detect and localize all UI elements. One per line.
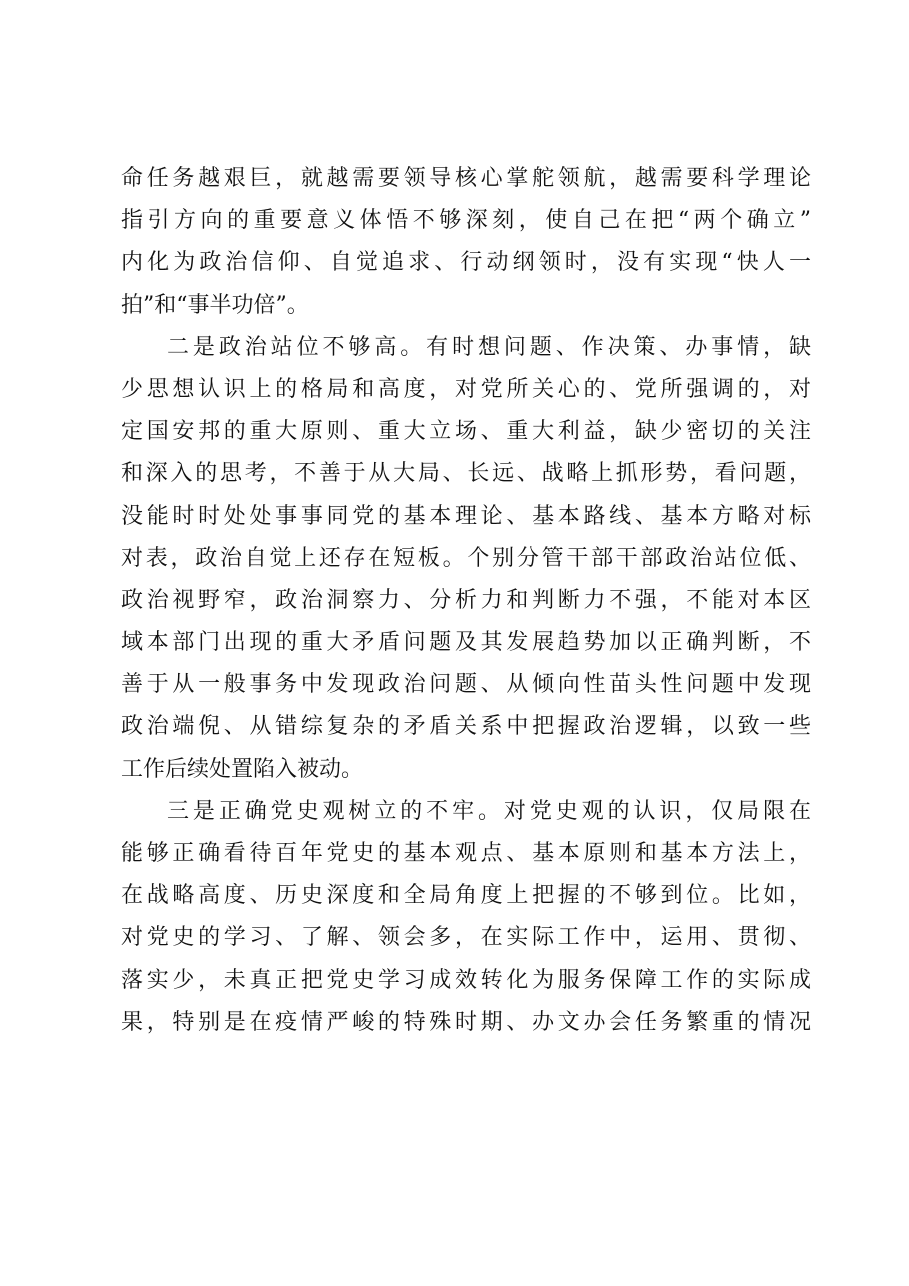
- text-line: [121, 917, 815, 959]
- text-line-content: 拍”和“事半功倍”。: [121, 292, 309, 318]
- text-line: [121, 706, 815, 748]
- text-line-content: 对表，政治自觉上还存在短板。个别分管干部干部政治站位低、: [121, 545, 814, 571]
- text-line: [121, 369, 815, 411]
- text-line: [121, 411, 815, 453]
- text-line-content: 果，特别是在疫情严峻的特殊时期、办文办会任务繁重的情况: [121, 1009, 815, 1035]
- text-line: [121, 580, 815, 622]
- text-line-content: 和深入的思考，不善于从大局、长远、战略上抓形势，看问题，: [121, 461, 814, 487]
- text-line: [121, 327, 815, 369]
- text-line: [121, 622, 815, 664]
- text-line-content: 政治端倪、从错综复杂的矛盾关系中把握政治逻辑，以致一些: [121, 714, 815, 740]
- text-line: [121, 875, 815, 917]
- text-line: [121, 960, 815, 1002]
- text-line-content: 域本部门出现的重大矛盾问题及其发展趋势加以正确判断，不: [121, 630, 815, 656]
- text-line: [121, 1002, 815, 1044]
- text-line-content: 善于从一般事务中发现政治问题、从倾向性苗头性问题中发现: [121, 672, 815, 698]
- text-line-content: 三是正确党史观树立的不牢。对党史观的认识，仅局限在: [167, 798, 815, 824]
- text-line: [121, 664, 815, 706]
- text-line-content: 对党史的学习、了解、领会多，在实际工作中，运用、贯彻、: [121, 925, 815, 951]
- text-line: [121, 242, 816, 284]
- text-line-content: 指引方向的重要意义体悟不够深刻，使自己在把“两个确立”: [121, 208, 816, 234]
- body-text: [121, 158, 816, 1044]
- text-line-content: 政治视野窄，政治洞察力、分析力和判断力不强，不能对本区: [121, 587, 815, 613]
- text-line-content: 能够正确看待百年党史的基本观点、基本原则和基本方法上，: [121, 841, 815, 866]
- text-line-content: 定国安邦的重大原则、重大立场、重大利益，缺少密切的关注: [121, 419, 815, 445]
- text-line-content: 工作后续处置陷入被动。: [121, 756, 364, 782]
- text-line-content: 没能时时处处事事同党的基本理论、基本路线、基本方略对标: [121, 503, 815, 529]
- text-line-content: 二是政治站位不够高。有时想问题、作决策、办事情，缺: [167, 334, 815, 360]
- text-line-content: 落实少，未真正把党史学习成效转化为服务保障工作的实际成: [121, 967, 815, 993]
- text-line: [121, 285, 811, 327]
- text-line: [121, 749, 811, 791]
- text-line: [121, 453, 814, 495]
- text-line: [121, 200, 816, 242]
- text-line-content: 少思想认识上的格局和高度，对党所关心的、党所强调的，对: [121, 376, 815, 402]
- text-line-content: 内化为政治信仰、自觉追求、行动纲领时，没有实现“快人一: [121, 250, 816, 276]
- text-line: [121, 833, 815, 875]
- text-line: [121, 158, 815, 200]
- text-line-content: 在战略高度、历史深度和全局角度上把握的不够到位。比如，: [121, 883, 815, 909]
- text-line: [121, 496, 815, 538]
- text-line: [121, 791, 815, 833]
- text-line: [121, 538, 814, 580]
- text-line-content: 命任务越艰巨，就越需要领导核心掌舵领航，越需要科学理论: [121, 166, 815, 191]
